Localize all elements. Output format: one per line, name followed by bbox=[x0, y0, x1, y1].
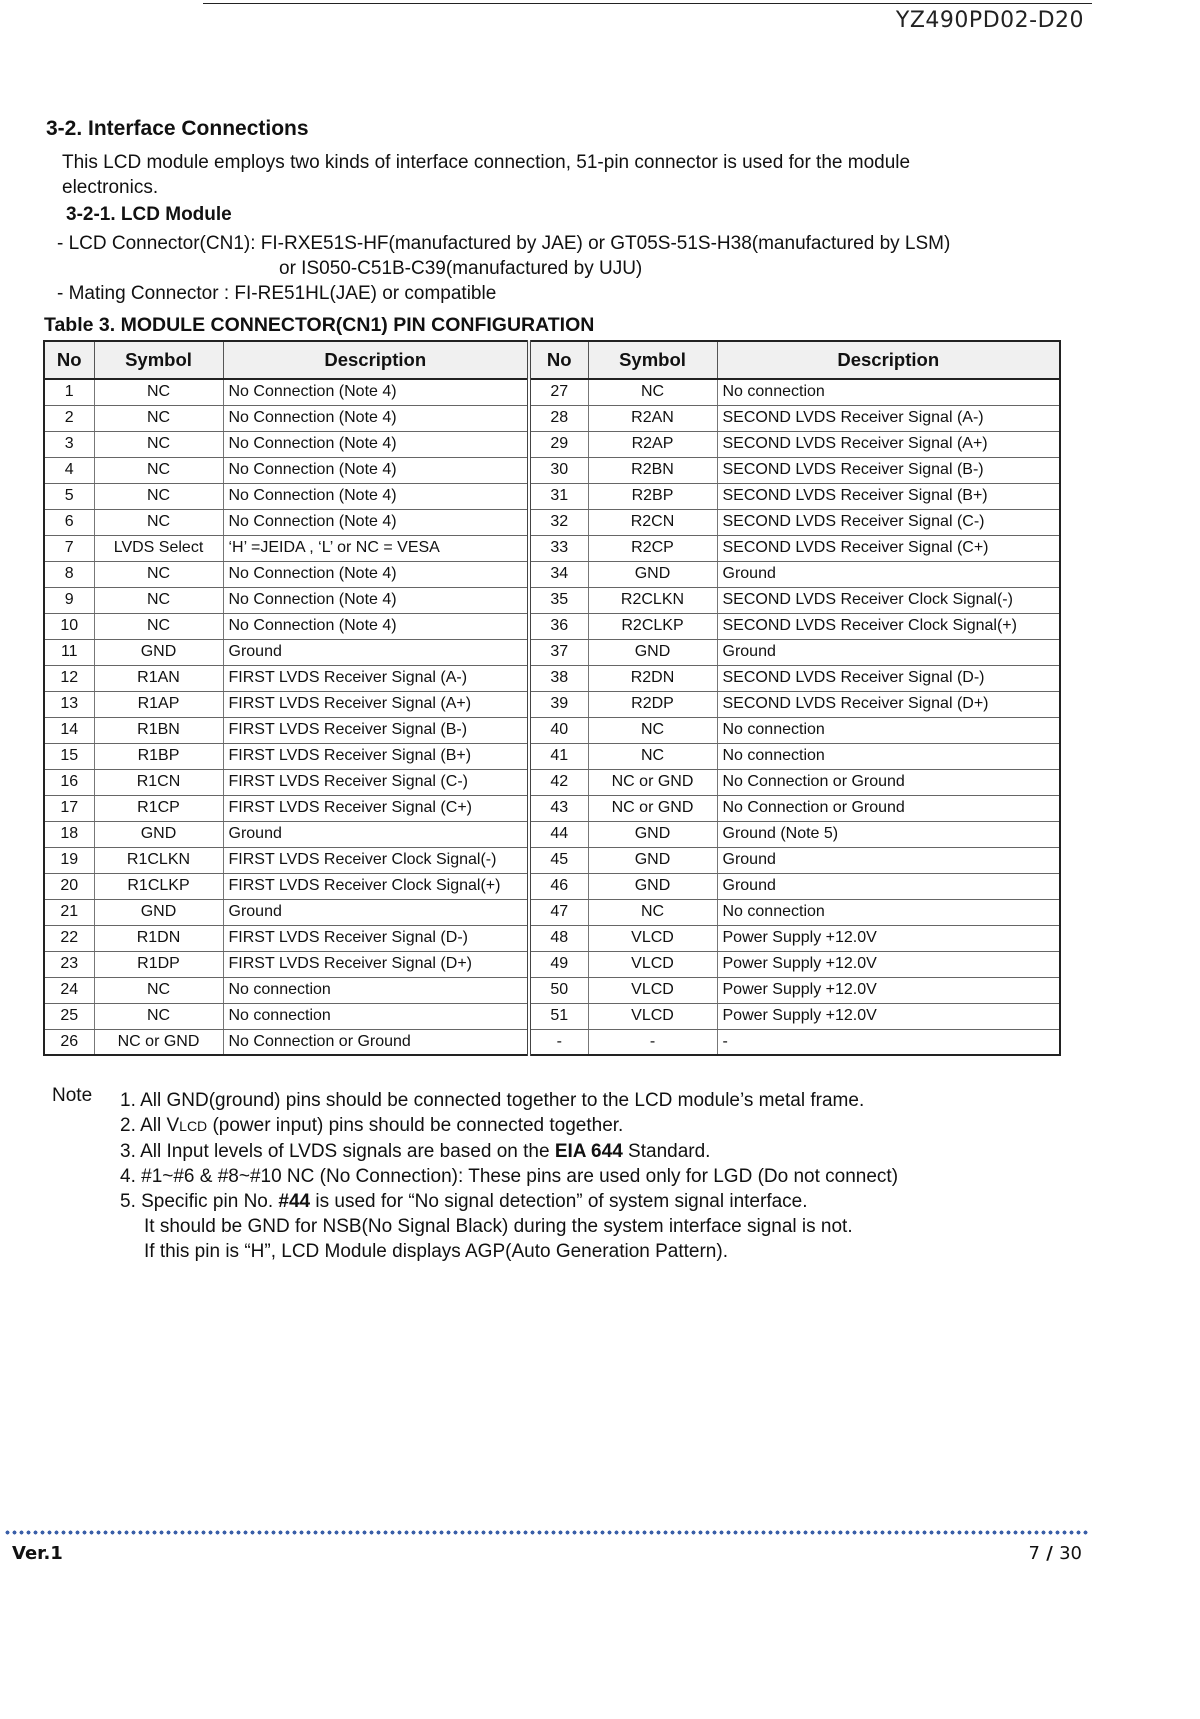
note-1: 1. All GND(ground) pins should be connected together to the LCD module’s metal frame. bbox=[120, 1090, 865, 1111]
table-header-row bbox=[44, 341, 1060, 379]
pin-symbol: NC bbox=[94, 405, 223, 431]
pin-symbol: NC bbox=[94, 431, 223, 457]
table-row bbox=[44, 1029, 1060, 1055]
pin-symbol: NC bbox=[94, 509, 223, 535]
section-title: 3-2. Interface Connections bbox=[46, 117, 309, 140]
pin-no: 27 bbox=[529, 379, 588, 405]
pin-symbol: NC bbox=[588, 743, 717, 769]
pin-symbol: NC bbox=[94, 587, 223, 613]
pin-symbol: R2DP bbox=[588, 691, 717, 717]
table-row bbox=[44, 977, 1060, 1003]
pin-description: ‘H’ =JEIDA , ‘L’ or NC = VESA bbox=[223, 535, 529, 561]
table-row bbox=[44, 951, 1060, 977]
table-row bbox=[44, 431, 1060, 457]
pin-no: 46 bbox=[529, 873, 588, 899]
table-row bbox=[44, 457, 1060, 483]
note-5-pin: #44 bbox=[278, 1191, 311, 1212]
connector-line-1: - LCD Connector(CN1): FI-RXE51S-HF(manufactured by JAE) or GT05S-51S-H38(manufactured by LSM) bbox=[57, 233, 951, 254]
table-row bbox=[44, 509, 1060, 535]
pin-description: No connection bbox=[717, 379, 1060, 405]
pin-no: 17 bbox=[44, 795, 94, 821]
pin-no: 16 bbox=[44, 769, 94, 795]
pin-symbol: NC bbox=[94, 483, 223, 509]
note-5 bbox=[120, 1189, 898, 1214]
pin-symbol: R2CLKN bbox=[588, 587, 717, 613]
table-row bbox=[44, 795, 1060, 821]
pin-symbol: GND bbox=[94, 639, 223, 665]
pin-description: Ground (Note 5) bbox=[717, 821, 1060, 847]
note-2 bbox=[120, 1113, 898, 1139]
pin-no: 8 bbox=[44, 561, 94, 587]
pin-no: 14 bbox=[44, 717, 94, 743]
pin-no: 32 bbox=[529, 509, 588, 535]
pin-no: 30 bbox=[529, 457, 588, 483]
pin-no: 48 bbox=[529, 925, 588, 951]
pin-symbol: VLCD bbox=[588, 977, 717, 1003]
pin-description: No Connection (Note 4) bbox=[223, 457, 529, 483]
pin-no: 36 bbox=[529, 613, 588, 639]
pin-symbol: GND bbox=[588, 561, 717, 587]
pin-description: SECOND LVDS Receiver Signal (D-) bbox=[717, 665, 1060, 691]
pin-description: SECOND LVDS Receiver Clock Signal(-) bbox=[717, 587, 1060, 613]
pin-description: Ground bbox=[717, 847, 1060, 873]
pin-symbol: R1CP bbox=[94, 795, 223, 821]
table-row bbox=[44, 535, 1060, 561]
pin-no: 38 bbox=[529, 665, 588, 691]
pin-description: No connection bbox=[223, 1003, 529, 1029]
intro-line-2: electronics. bbox=[62, 177, 159, 198]
pin-description: Ground bbox=[717, 873, 1060, 899]
pin-symbol: R2CLKP bbox=[588, 613, 717, 639]
pin-no: 2 bbox=[44, 405, 94, 431]
pin-symbol: R2BN bbox=[588, 457, 717, 483]
pin-no: 21 bbox=[44, 899, 94, 925]
pin-no: 28 bbox=[529, 405, 588, 431]
pin-description: SECOND LVDS Receiver Signal (A+) bbox=[717, 431, 1060, 457]
table-row bbox=[44, 483, 1060, 509]
pin-symbol: NC or GND bbox=[588, 769, 717, 795]
pin-description: SECOND LVDS Receiver Signal (C-) bbox=[717, 509, 1060, 535]
page-total: 30 bbox=[1059, 1543, 1082, 1564]
pin-description: No connection bbox=[717, 899, 1060, 925]
header-description: Description bbox=[223, 341, 529, 379]
pin-description: Ground bbox=[223, 821, 529, 847]
table-row bbox=[44, 769, 1060, 795]
pin-description: FIRST LVDS Receiver Signal (A-) bbox=[223, 665, 529, 691]
table-title: Table 3. MODULE CONNECTOR(CN1) PIN CONFIGURATION bbox=[44, 314, 595, 336]
pin-no: 42 bbox=[529, 769, 588, 795]
header-symbol: Symbol bbox=[94, 341, 223, 379]
table-row bbox=[44, 717, 1060, 743]
note-2-text-end: (power input) pins should be connected together. bbox=[207, 1115, 624, 1136]
pin-symbol: NC bbox=[94, 977, 223, 1003]
pin-symbol: VLCD bbox=[588, 951, 717, 977]
note-5-line-3: If this pin is “H”, LCD Module displays AGP(Auto Generation Pattern). bbox=[144, 1241, 728, 1262]
pin-symbol: R2BP bbox=[588, 483, 717, 509]
pin-no: 31 bbox=[529, 483, 588, 509]
pin-description: No Connection (Note 4) bbox=[223, 587, 529, 613]
table-row bbox=[44, 561, 1060, 587]
pin-symbol: R1BP bbox=[94, 743, 223, 769]
pin-no: 41 bbox=[529, 743, 588, 769]
pin-no: 19 bbox=[44, 847, 94, 873]
pin-symbol: R1CN bbox=[94, 769, 223, 795]
table-row bbox=[44, 613, 1060, 639]
pin-no: 1 bbox=[44, 379, 94, 405]
pin-description: SECOND LVDS Receiver Signal (B-) bbox=[717, 457, 1060, 483]
pin-description: No Connection (Note 4) bbox=[223, 613, 529, 639]
pin-no: 29 bbox=[529, 431, 588, 457]
header-no: No bbox=[44, 341, 94, 379]
note-3 bbox=[120, 1139, 898, 1164]
pin-description: No Connection or Ground bbox=[717, 795, 1060, 821]
note-3-text: 3. All Input levels of LVDS signals are based on the bbox=[120, 1141, 555, 1162]
table-row bbox=[44, 873, 1060, 899]
pin-symbol: NC bbox=[588, 379, 717, 405]
pin-symbol: GND bbox=[588, 873, 717, 899]
pin-symbol: R2AN bbox=[588, 405, 717, 431]
pin-symbol: NC or GND bbox=[588, 795, 717, 821]
pin-symbol: R1CLKN bbox=[94, 847, 223, 873]
note-2-vlcd: LCD bbox=[179, 1118, 208, 1134]
note-5-text: 5. Specific pin No. bbox=[120, 1191, 279, 1212]
pin-symbol: R1AN bbox=[94, 665, 223, 691]
pin-no: 47 bbox=[529, 899, 588, 925]
pin-symbol: GND bbox=[588, 639, 717, 665]
pin-no: 34 bbox=[529, 561, 588, 587]
pin-description: SECOND LVDS Receiver Clock Signal(+) bbox=[717, 613, 1060, 639]
pin-symbol: VLCD bbox=[588, 925, 717, 951]
pin-symbol: NC bbox=[588, 717, 717, 743]
pin-symbol: GND bbox=[94, 899, 223, 925]
intro-line-1: This LCD module employs two kinds of interface connection, 51-pin connector is used for the module bbox=[62, 152, 911, 173]
pin-no: 39 bbox=[529, 691, 588, 717]
pin-description: FIRST LVDS Receiver Signal (D+) bbox=[223, 951, 529, 977]
pin-description: Power Supply +12.0V bbox=[717, 1003, 1060, 1029]
pin-no: 50 bbox=[529, 977, 588, 1003]
note-5-text-end: is used for “No signal detection” of system signal interface. bbox=[310, 1191, 808, 1212]
pin-no: 7 bbox=[44, 535, 94, 561]
pin-symbol: R1DN bbox=[94, 925, 223, 951]
pin-description: No Connection (Note 4) bbox=[223, 405, 529, 431]
table-row bbox=[44, 1003, 1060, 1029]
pin-description: Ground bbox=[717, 561, 1060, 587]
pin-description: No connection bbox=[223, 977, 529, 1003]
pin-symbol: R1BN bbox=[94, 717, 223, 743]
table-row bbox=[44, 821, 1060, 847]
page-current: 7 bbox=[1028, 1543, 1040, 1564]
pin-symbol: NC bbox=[94, 561, 223, 587]
pin-no: 5 bbox=[44, 483, 94, 509]
pin-no: 37 bbox=[529, 639, 588, 665]
pin-description: SECOND LVDS Receiver Signal (D+) bbox=[717, 691, 1060, 717]
pin-symbol: NC bbox=[94, 1003, 223, 1029]
pin-no: 33 bbox=[529, 535, 588, 561]
pin-symbol: NC bbox=[94, 613, 223, 639]
header-description: Description bbox=[717, 341, 1060, 379]
pin-description: FIRST LVDS Receiver Signal (D-) bbox=[223, 925, 529, 951]
pin-no: 9 bbox=[44, 587, 94, 613]
pin-no: 35 bbox=[529, 587, 588, 613]
pin-no: 23 bbox=[44, 951, 94, 977]
pin-description: Ground bbox=[717, 639, 1060, 665]
pin-description: No Connection (Note 4) bbox=[223, 483, 529, 509]
pin-symbol: VLCD bbox=[588, 1003, 717, 1029]
pin-description: - bbox=[717, 1029, 1060, 1055]
table-row bbox=[44, 405, 1060, 431]
table-row bbox=[44, 691, 1060, 717]
pin-symbol: R1DP bbox=[94, 951, 223, 977]
pin-description: No connection bbox=[717, 743, 1060, 769]
pin-description: SECOND LVDS Receiver Signal (A-) bbox=[717, 405, 1060, 431]
subsection-title: 3-2-1. LCD Module bbox=[66, 204, 232, 225]
page-separator: / bbox=[1039, 1543, 1060, 1564]
pin-symbol: NC or GND bbox=[94, 1029, 223, 1055]
pin-symbol: LVDS Select bbox=[94, 535, 223, 561]
pin-description: No Connection (Note 4) bbox=[223, 509, 529, 535]
notes-list bbox=[120, 1088, 898, 1264]
pin-symbol: GND bbox=[588, 821, 717, 847]
footer-dotted-rule bbox=[4, 1530, 1088, 1535]
pin-description: FIRST LVDS Receiver Signal (C+) bbox=[223, 795, 529, 821]
note-2-text: 2. All V bbox=[120, 1115, 180, 1136]
pin-description: Ground bbox=[223, 899, 529, 925]
header-no: No bbox=[529, 341, 588, 379]
pin-no: 49 bbox=[529, 951, 588, 977]
note-label: Note bbox=[52, 1085, 93, 1106]
pin-description: SECOND LVDS Receiver Signal (C+) bbox=[717, 535, 1060, 561]
pin-symbol: NC bbox=[588, 899, 717, 925]
pin-no: 20 bbox=[44, 873, 94, 899]
table-row bbox=[44, 925, 1060, 951]
pin-no: 43 bbox=[529, 795, 588, 821]
pin-symbol: - bbox=[588, 1029, 717, 1055]
pin-no: 44 bbox=[529, 821, 588, 847]
pin-symbol: GND bbox=[94, 821, 223, 847]
pin-description: Power Supply +12.0V bbox=[717, 925, 1060, 951]
pin-description: No Connection (Note 4) bbox=[223, 379, 529, 405]
pin-no: 25 bbox=[44, 1003, 94, 1029]
connector-line-2: or IS050-C51B-C39(manufactured by UJU) bbox=[279, 258, 643, 279]
pin-description: Power Supply +12.0V bbox=[717, 977, 1060, 1003]
pin-symbol: R2CP bbox=[588, 535, 717, 561]
pin-no: 26 bbox=[44, 1029, 94, 1055]
header-rule bbox=[203, 3, 1092, 4]
pin-no: 22 bbox=[44, 925, 94, 951]
mating-connector-line: - Mating Connector : FI-RE51HL(JAE) or compatible bbox=[57, 283, 497, 304]
pin-symbol: R1CLKP bbox=[94, 873, 223, 899]
table-row bbox=[44, 665, 1060, 691]
pin-symbol: NC bbox=[94, 379, 223, 405]
version-label: Ver.1 bbox=[12, 1543, 63, 1564]
table-row bbox=[44, 743, 1060, 769]
pin-description: Ground bbox=[223, 639, 529, 665]
note-3-text-end: Standard. bbox=[622, 1141, 711, 1162]
pin-symbol: R1AP bbox=[94, 691, 223, 717]
document-id: YZ490PD02-D20 bbox=[895, 8, 1084, 33]
pin-description: FIRST LVDS Receiver Signal (B-) bbox=[223, 717, 529, 743]
note-5-line-2: It should be GND for NSB(No Signal Black) during the system interface signal is not. bbox=[144, 1216, 853, 1237]
table-row bbox=[44, 587, 1060, 613]
pin-no: 11 bbox=[44, 639, 94, 665]
table-row bbox=[44, 899, 1060, 925]
pin-description: FIRST LVDS Receiver Clock Signal(-) bbox=[223, 847, 529, 873]
pin-no: 10 bbox=[44, 613, 94, 639]
pin-no: 40 bbox=[529, 717, 588, 743]
header-symbol: Symbol bbox=[588, 341, 717, 379]
pin-description: FIRST LVDS Receiver Signal (C-) bbox=[223, 769, 529, 795]
pin-symbol: R2AP bbox=[588, 431, 717, 457]
pin-symbol: GND bbox=[588, 847, 717, 873]
pin-no: 6 bbox=[44, 509, 94, 535]
pin-no: 45 bbox=[529, 847, 588, 873]
table-row bbox=[44, 847, 1060, 873]
pin-description: No Connection (Note 4) bbox=[223, 431, 529, 457]
page-number bbox=[1029, 1543, 1082, 1564]
pin-no: 24 bbox=[44, 977, 94, 1003]
pin-description: No Connection (Note 4) bbox=[223, 561, 529, 587]
pin-description: FIRST LVDS Receiver Signal (A+) bbox=[223, 691, 529, 717]
pin-no: 12 bbox=[44, 665, 94, 691]
pin-description: No connection bbox=[717, 717, 1060, 743]
pin-no: 13 bbox=[44, 691, 94, 717]
pin-symbol: R2CN bbox=[588, 509, 717, 535]
table-row bbox=[44, 379, 1060, 405]
pin-no: - bbox=[529, 1029, 588, 1055]
note-3-standard: EIA 644 bbox=[554, 1141, 623, 1162]
table-row bbox=[44, 639, 1060, 665]
pin-no: 15 bbox=[44, 743, 94, 769]
pin-description: No Connection or Ground bbox=[223, 1029, 529, 1055]
pin-no: 3 bbox=[44, 431, 94, 457]
pin-configuration-table bbox=[43, 340, 1061, 1056]
pin-description: SECOND LVDS Receiver Signal (B+) bbox=[717, 483, 1060, 509]
pin-description: FIRST LVDS Receiver Signal (B+) bbox=[223, 743, 529, 769]
pin-description: Power Supply +12.0V bbox=[717, 951, 1060, 977]
pin-no: 51 bbox=[529, 1003, 588, 1029]
pin-symbol: R2DN bbox=[588, 665, 717, 691]
note-4: 4. #1~#6 & #8~#10 NC (No Connection): These pins are used only for LGD (Do not connect) bbox=[120, 1166, 899, 1187]
pin-no: 18 bbox=[44, 821, 94, 847]
pin-description: FIRST LVDS Receiver Clock Signal(+) bbox=[223, 873, 529, 899]
pin-no: 4 bbox=[44, 457, 94, 483]
pin-description: No Connection or Ground bbox=[717, 769, 1060, 795]
pin-symbol: NC bbox=[94, 457, 223, 483]
